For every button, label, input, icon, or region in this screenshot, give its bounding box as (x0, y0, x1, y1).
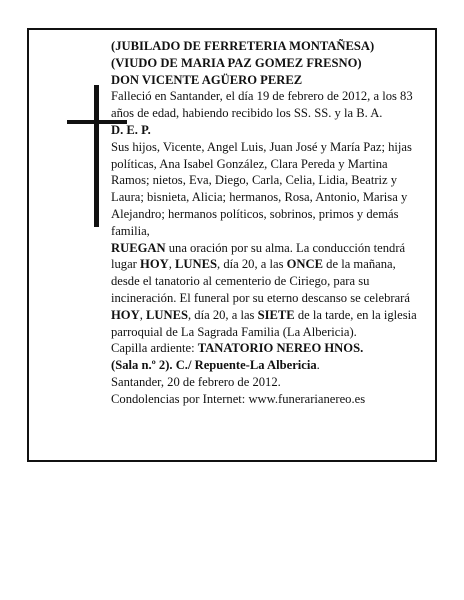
deceased-name: DON VICENTE AGÜERO PEREZ (111, 72, 303, 87)
family-paragraph: Sus hijos, Vicente, Angel Luis, Juan José y María Paz; hijas políticas, Ana Isabel González, Clara Pereda y Martina Ramos; nietos, Eva, Diego, Carla, Celia, Lidia, Beatriz y Laura; bisnieta, Alicia; hermanos, Rosa, Antonio, Marisa y Alejandro; hermanos políticos, sobrinos, primos y demás familia, (111, 139, 412, 238)
lunes-text-2: LUNES (145, 307, 188, 322)
death-notice-paragraph: Falleció en Santander, el día 19 de febrero de 2012, a los 83 años de edad, habiendo recibido los SS. SS. y la B. A. (111, 89, 413, 121)
request-text-3: , día 20, a las (217, 257, 287, 272)
dep-text: D. E. P. (111, 122, 151, 137)
lunes-text-1: LUNES (175, 257, 218, 272)
chapel-line (111, 340, 417, 357)
request-text-6: , día 20, a las (187, 307, 258, 322)
chapel-address: C./ Repuente-La Albericia (175, 358, 317, 373)
chapel-label: Capilla ardiente: (111, 341, 198, 356)
obituary-text (111, 38, 417, 408)
chapel-address-line (111, 357, 417, 374)
widower-of-heading: (VIUDO DE MARIA PAZ GOMEZ FRESNO) (111, 55, 362, 70)
ruegan-text: RUEGAN (111, 240, 166, 255)
retired-from-heading: (JUBILADO DE FERRETERIA MONTAÑESA) (111, 39, 375, 53)
condolences-line: Condolencias por Internet: www.funerarianereo.es (111, 391, 366, 406)
request-text-7: de la tarde, en la iglesia parroquial de La Sagrada Familia (La Albericia). (111, 307, 417, 339)
request-paragraph (111, 240, 417, 341)
chapel-room: (Sala n.º 2). (111, 358, 173, 373)
cross-vertical-bar (94, 85, 99, 227)
request-text-5: , (139, 307, 146, 322)
siete-text: SIETE (257, 307, 295, 322)
request-text-1: una oración por su alma. La conducción tendrá lugar (111, 240, 406, 272)
chapel-address-end: . (316, 358, 320, 373)
request-text-2: , (168, 257, 176, 272)
request-text-4: de la mañana, desde el tanatorio al cementerio de Ciriego, para su incineración. El funeral por su eterno descanso se celebrará (111, 257, 410, 305)
once-text: ONCE (286, 257, 324, 272)
place-date-line: Santander, 20 de febrero de 2012. (111, 374, 281, 389)
hoy-text-1: HOY (140, 257, 169, 272)
hoy-text-2: HOY (111, 307, 140, 322)
dep-line (111, 122, 417, 139)
chapel-name: TANATORIO NEREO HNOS. (197, 341, 364, 356)
